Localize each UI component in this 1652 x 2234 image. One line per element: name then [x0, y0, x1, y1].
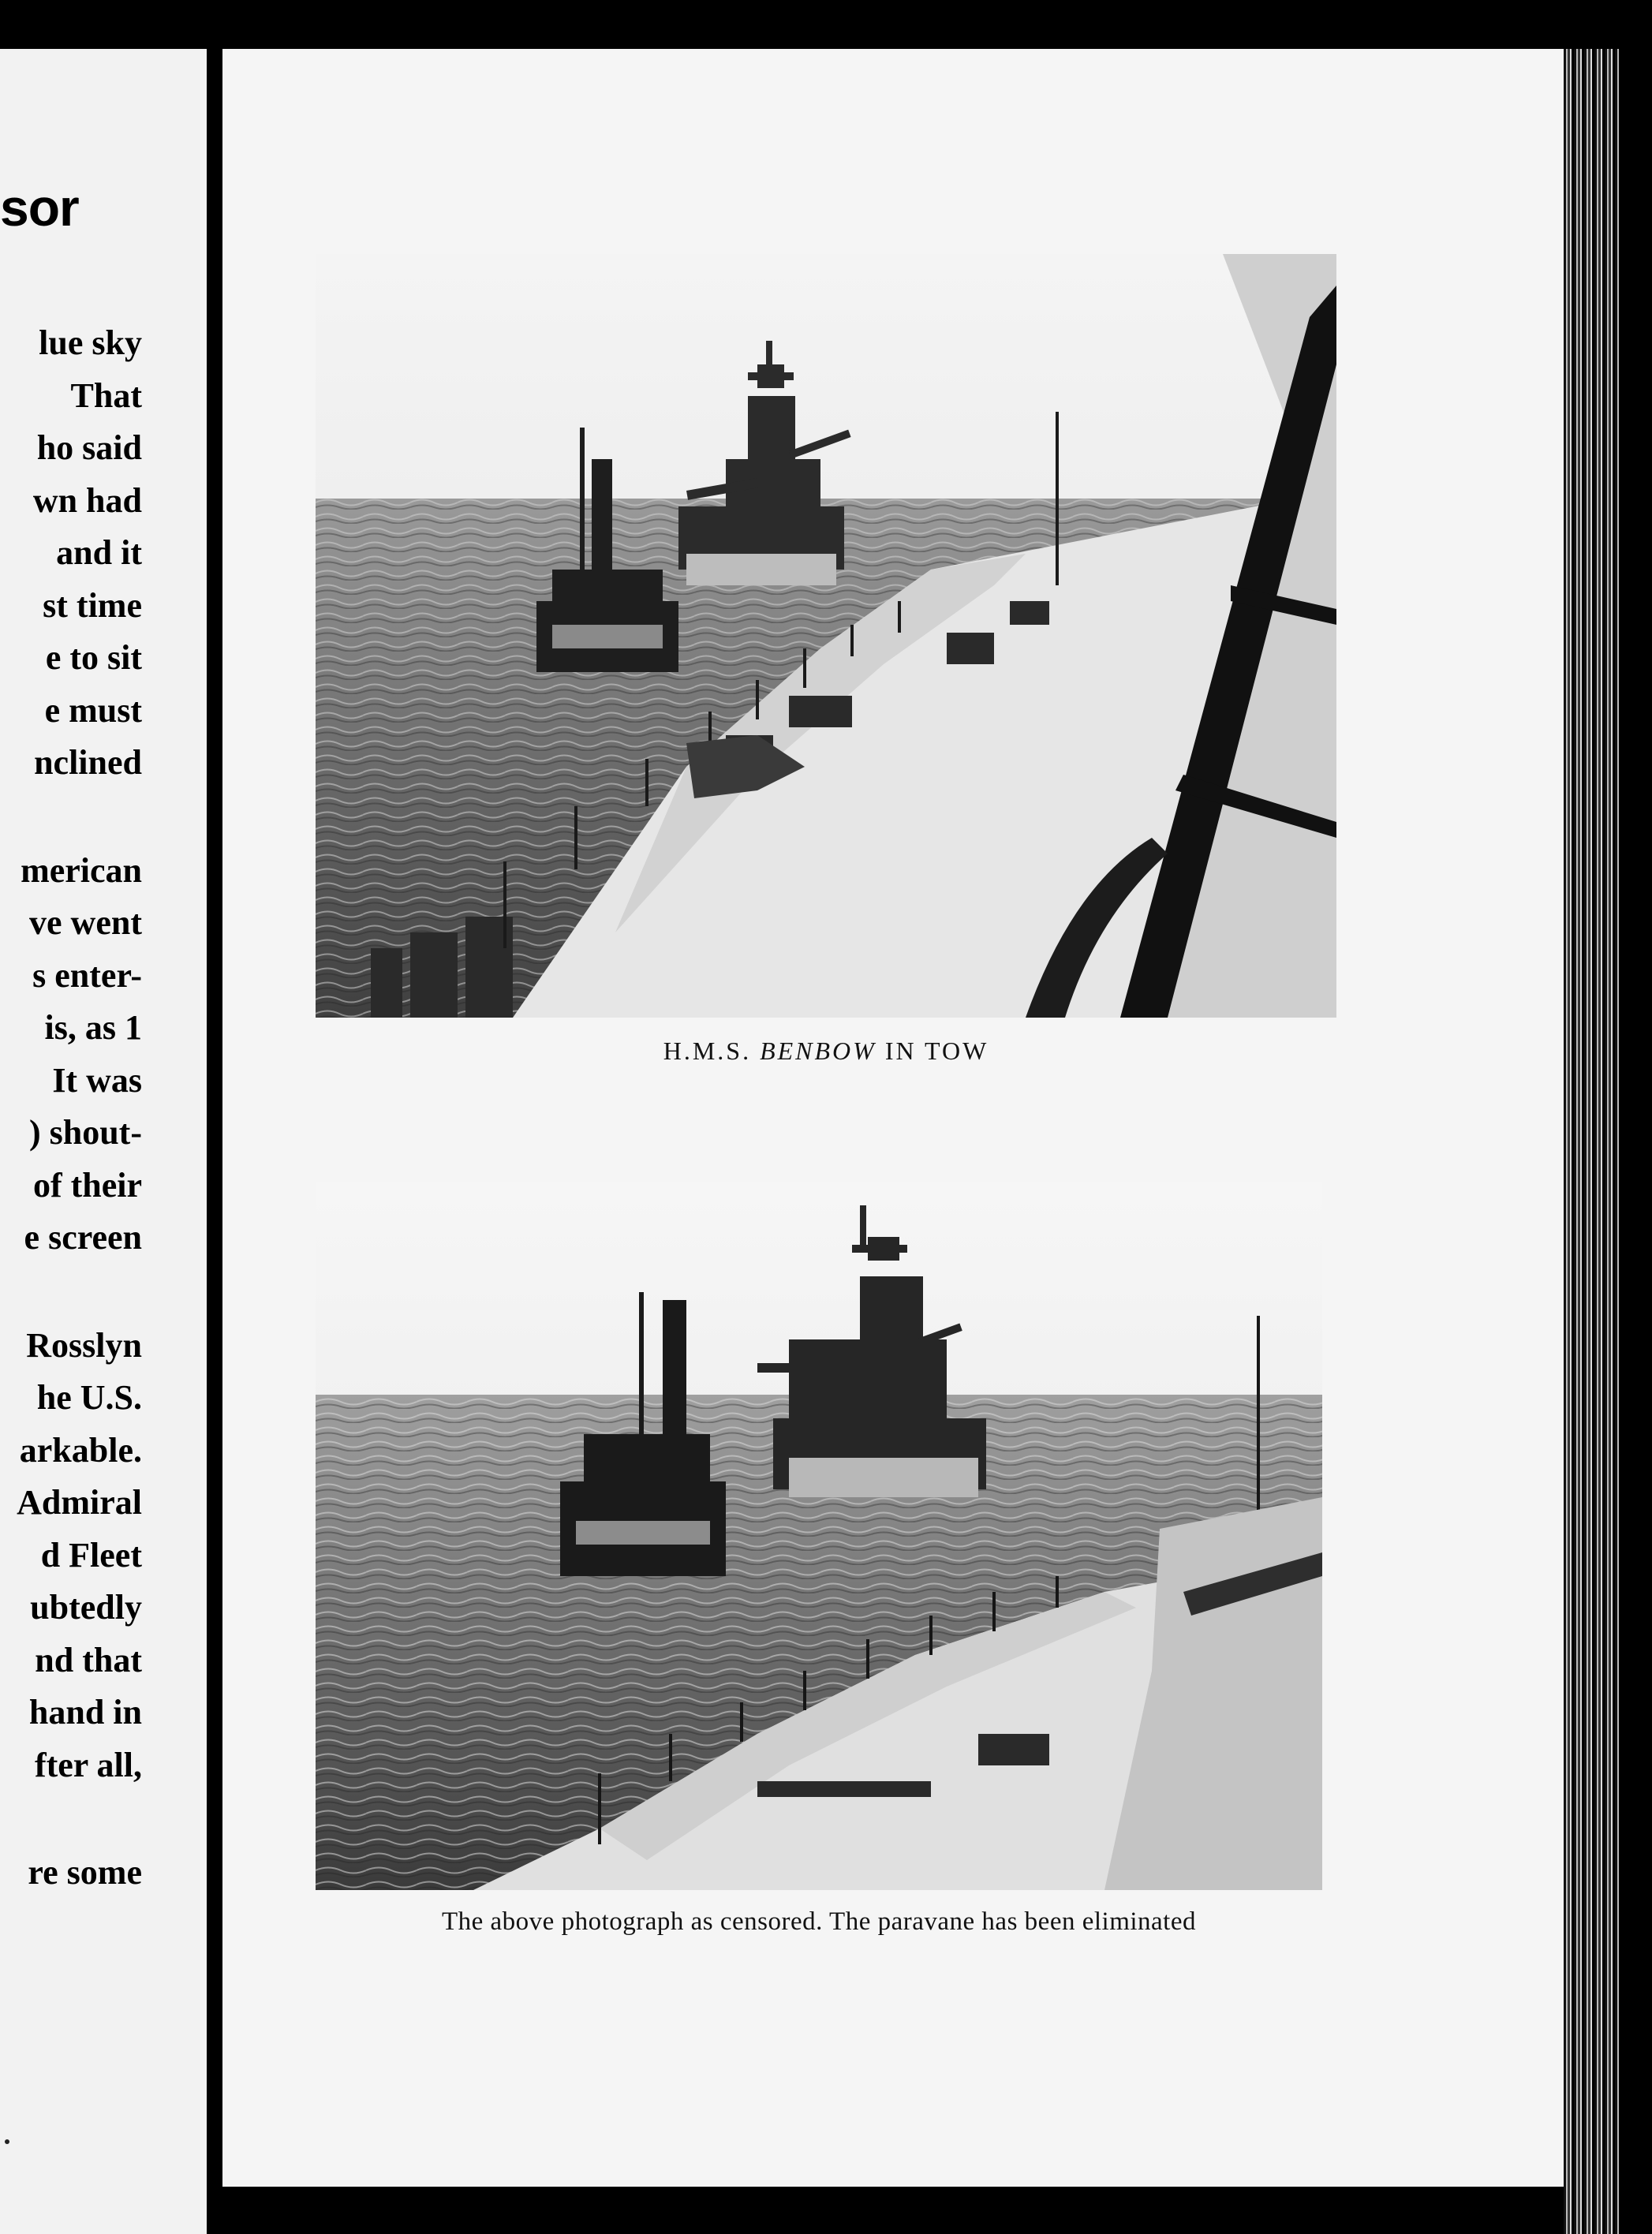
left-page-text-line: he U.S. — [36, 1378, 142, 1417]
top-photo-caption — [316, 1037, 1336, 1066]
left-page-text-line: re some — [28, 1853, 142, 1892]
left-page-text-line: d Fleet — [40, 1535, 142, 1575]
caption-prefix: H.M.S. — [663, 1037, 761, 1065]
left-page-text-line: It was — [52, 1060, 142, 1100]
left-page-text-line: arkable. — [19, 1430, 142, 1470]
left-page-text-line — [0, 1265, 142, 1320]
left-page-text-line: ) shout- — [28, 1113, 142, 1152]
left-page-text-line: ho said — [36, 428, 142, 467]
page-speck — [5, 2139, 9, 2144]
left-page-text-line: That — [70, 375, 142, 415]
left-page-text-line: and it — [56, 533, 142, 572]
left-page-text-line: ubtedly — [30, 1588, 142, 1627]
left-page-text-line: s enter- — [32, 955, 142, 995]
photo-benbow-in-tow — [316, 254, 1336, 1018]
left-page-text-line — [0, 790, 142, 845]
left-page-text-line: wn had — [32, 480, 142, 520]
left-page-text-line: e to sit — [45, 638, 142, 677]
left-page-text-line: st time — [43, 585, 142, 625]
left-page-text-line: ve went — [29, 903, 142, 942]
left-page-text-line: of their — [32, 1165, 142, 1205]
scan-border — [1619, 49, 1652, 2234]
left-page-text-line: fter all, — [34, 1745, 142, 1784]
left-page-text-line: nclined — [34, 743, 142, 782]
photo-censored-version — [316, 1182, 1322, 1890]
left-page-text-column — [0, 317, 142, 1900]
left-page-text-line: is, as 1 — [44, 1008, 142, 1047]
left-facing-page — [0, 49, 207, 2234]
left-page-text-line — [0, 1791, 142, 1847]
page-stack-edge — [1564, 49, 1619, 2234]
left-page-text-line: lue sky — [39, 323, 142, 362]
caption-suffix: IN TOW — [876, 1037, 989, 1065]
bottom-photo-caption: The above photograph as censored. The paravane has been eliminated — [441, 1907, 1197, 1936]
left-page-text-line: merican — [21, 850, 142, 890]
left-page-text-line: e must — [44, 690, 142, 730]
left-page-text-line: Rosslyn — [26, 1325, 142, 1365]
left-page-text-line: e screen — [24, 1218, 142, 1257]
left-page-text-line: nd that — [35, 1640, 142, 1679]
left-page-heading: sor — [0, 178, 79, 237]
caption-ship-name: BENBOW — [760, 1037, 876, 1065]
left-page-text-line: Admiral — [17, 1483, 142, 1522]
left-page-text-line: hand in — [28, 1693, 142, 1732]
binding-gutter — [207, 49, 222, 2234]
